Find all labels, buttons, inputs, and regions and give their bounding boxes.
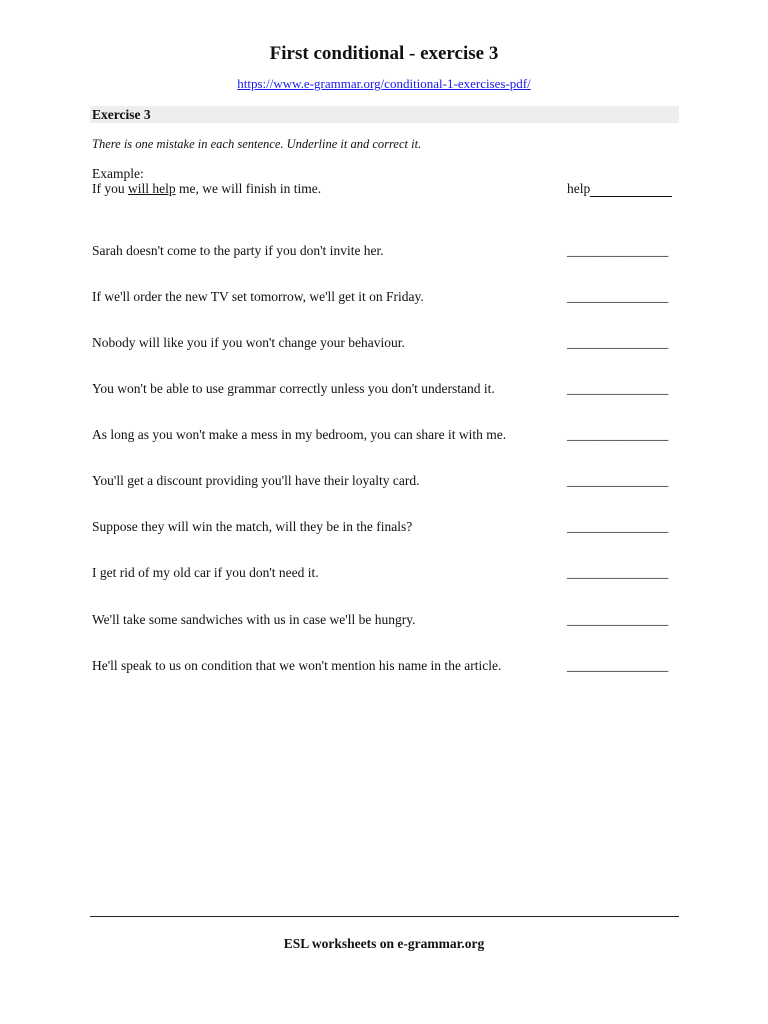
answer-blank-10[interactable]: _______________ xyxy=(567,658,669,673)
example-text-before: If you xyxy=(92,181,128,196)
sentence-1: Sarah doesn't come to the party if you don't invite her. xyxy=(92,243,384,258)
answer-blank-1[interactable]: _______________ xyxy=(567,243,669,258)
sentence-3: Nobody will like you if you won't change your behaviour. xyxy=(92,335,405,350)
example-text-after: me, we will finish in time. xyxy=(175,181,322,196)
answer-blank-5[interactable]: _______________ xyxy=(567,427,669,442)
sentence-2: If we'll order the new TV set tomorrow, we'll get it on Friday. xyxy=(92,289,424,304)
answer-blank-4[interactable]: _______________ xyxy=(567,381,669,396)
exercise-heading: Exercise 3 xyxy=(92,107,151,122)
answer-blank-9[interactable]: _______________ xyxy=(567,612,669,627)
answer-blank-3[interactable]: _______________ xyxy=(567,335,669,350)
page-title: First conditional - exercise 3 xyxy=(269,43,499,64)
sentence-9: We'll take some sandwiches with us in case we'll be hungry. xyxy=(92,612,416,627)
source-link-wrapper xyxy=(0,76,768,92)
exercise-instructions: There is one mistake in each sentence. Underline it and correct it. xyxy=(92,137,422,151)
answer-blank-7[interactable]: _______________ xyxy=(567,519,669,534)
sentence-7: Suppose they will win the match, will they be in the finals? xyxy=(92,519,413,534)
sentence-10: He'll speak to us on condition that we won't mention his name in the article. xyxy=(92,658,502,673)
example-mistake: will help xyxy=(128,181,176,196)
sentence-4: You won't be able to use grammar correctly unless you don't understand it. xyxy=(92,381,495,396)
answer-blank-2[interactable]: _______________ xyxy=(567,289,669,304)
source-link[interactable]: https://www.e-grammar.org/conditional-1-exercises-pdf/ xyxy=(237,76,531,91)
exercise-heading-bar xyxy=(90,106,679,123)
sentence-6: You'll get a discount providing you'll have their loyalty card. xyxy=(92,473,420,488)
answer-blank-6[interactable]: _______________ xyxy=(567,473,669,488)
example-answer xyxy=(567,181,672,197)
answer-blank-8[interactable]: _______________ xyxy=(567,565,669,580)
example-answer-text: help xyxy=(567,181,591,196)
example-answer-line xyxy=(590,182,672,197)
example-label: Example: xyxy=(92,166,144,181)
footer-text: ESL worksheets on e-grammar.org xyxy=(283,936,485,951)
example-sentence xyxy=(92,181,321,197)
sentence-5: As long as you won't make a mess in my bedroom, you can share it with me. xyxy=(92,427,507,442)
sentence-8: I get rid of my old car if you don't need it. xyxy=(92,565,319,580)
footer-divider xyxy=(90,916,679,917)
